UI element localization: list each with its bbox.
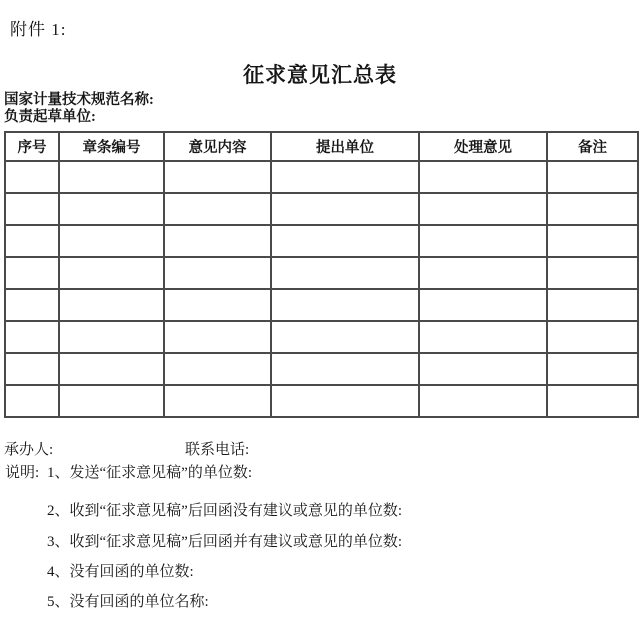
table-row — [5, 353, 638, 385]
phone-label: 联系电话: — [185, 442, 250, 458]
table-cell — [5, 225, 59, 257]
table-cell — [271, 257, 419, 289]
table-row — [5, 321, 638, 353]
table-cell — [271, 225, 419, 257]
note-item-5: 5、没有回函的单位名称: — [47, 594, 209, 610]
note-item-2: 2、收到“征求意见稿”后回函没有建议或意见的单位数: — [47, 503, 402, 519]
table-cell — [59, 321, 164, 353]
table-row — [5, 385, 638, 417]
table-cell — [547, 289, 638, 321]
table-cell — [271, 321, 419, 353]
column-header-clause-number: 章条编号 — [59, 132, 164, 161]
table-cell — [5, 193, 59, 225]
note-item-3: 3、收到“征求意见稿”后回函并有建议或意见的单位数: — [47, 534, 402, 550]
table-cell — [547, 225, 638, 257]
undertaker-label: 承办人: — [4, 442, 54, 458]
table-cell — [164, 289, 271, 321]
table-cell — [5, 161, 59, 193]
spec-name-label: 国家计量技术规范名称: — [4, 92, 154, 108]
table-cell — [59, 385, 164, 417]
table-cell — [164, 321, 271, 353]
table-cell — [164, 225, 271, 257]
table-cell — [547, 161, 638, 193]
drafting-unit-label: 负责起草单位: — [4, 109, 96, 125]
table-row — [5, 193, 638, 225]
table-cell — [59, 193, 164, 225]
table-cell — [271, 193, 419, 225]
table-cell — [547, 385, 638, 417]
column-header-proposing-unit: 提出单位 — [271, 132, 419, 161]
table-header-row — [5, 132, 638, 161]
table-cell — [164, 385, 271, 417]
note-item-4: 4、没有回函的单位数: — [47, 564, 194, 580]
table-cell — [419, 225, 547, 257]
column-header-serial: 序号 — [5, 132, 59, 161]
table-cell — [419, 321, 547, 353]
table-cell — [5, 321, 59, 353]
table-cell — [419, 353, 547, 385]
attachment-label: 附件 1: — [10, 20, 67, 39]
table-cell — [164, 353, 271, 385]
table-body — [5, 161, 638, 417]
table-cell — [547, 321, 638, 353]
table-cell — [547, 257, 638, 289]
table-cell — [271, 353, 419, 385]
table-cell — [5, 289, 59, 321]
column-header-remarks: 备注 — [547, 132, 638, 161]
table-cell — [419, 161, 547, 193]
notes-label: 说明: — [5, 465, 40, 481]
table-cell — [419, 193, 547, 225]
table-cell — [164, 193, 271, 225]
table-cell — [547, 193, 638, 225]
table-cell — [271, 161, 419, 193]
column-header-opinion-content: 意见内容 — [164, 132, 271, 161]
table-cell — [59, 289, 164, 321]
table-row — [5, 289, 638, 321]
table-cell — [271, 289, 419, 321]
table-cell — [5, 257, 59, 289]
table-cell — [419, 257, 547, 289]
table-row — [5, 257, 638, 289]
table-row — [5, 225, 638, 257]
table-row — [5, 161, 638, 193]
page-title: 征求意见汇总表 — [243, 63, 397, 87]
table-cell — [164, 257, 271, 289]
table-cell — [59, 353, 164, 385]
table-cell — [5, 385, 59, 417]
table-cell — [59, 257, 164, 289]
table-cell — [419, 385, 547, 417]
table-cell — [164, 161, 271, 193]
column-header-handling-opinion: 处理意见 — [419, 132, 547, 161]
table-cell — [59, 225, 164, 257]
table-cell — [5, 353, 59, 385]
table-cell — [419, 289, 547, 321]
table-cell — [59, 161, 164, 193]
table-cell — [547, 353, 638, 385]
note-item-1: 1、发送“征求意见稿”的单位数: — [47, 465, 252, 481]
comments-summary-table — [4, 131, 639, 418]
table-cell — [271, 385, 419, 417]
